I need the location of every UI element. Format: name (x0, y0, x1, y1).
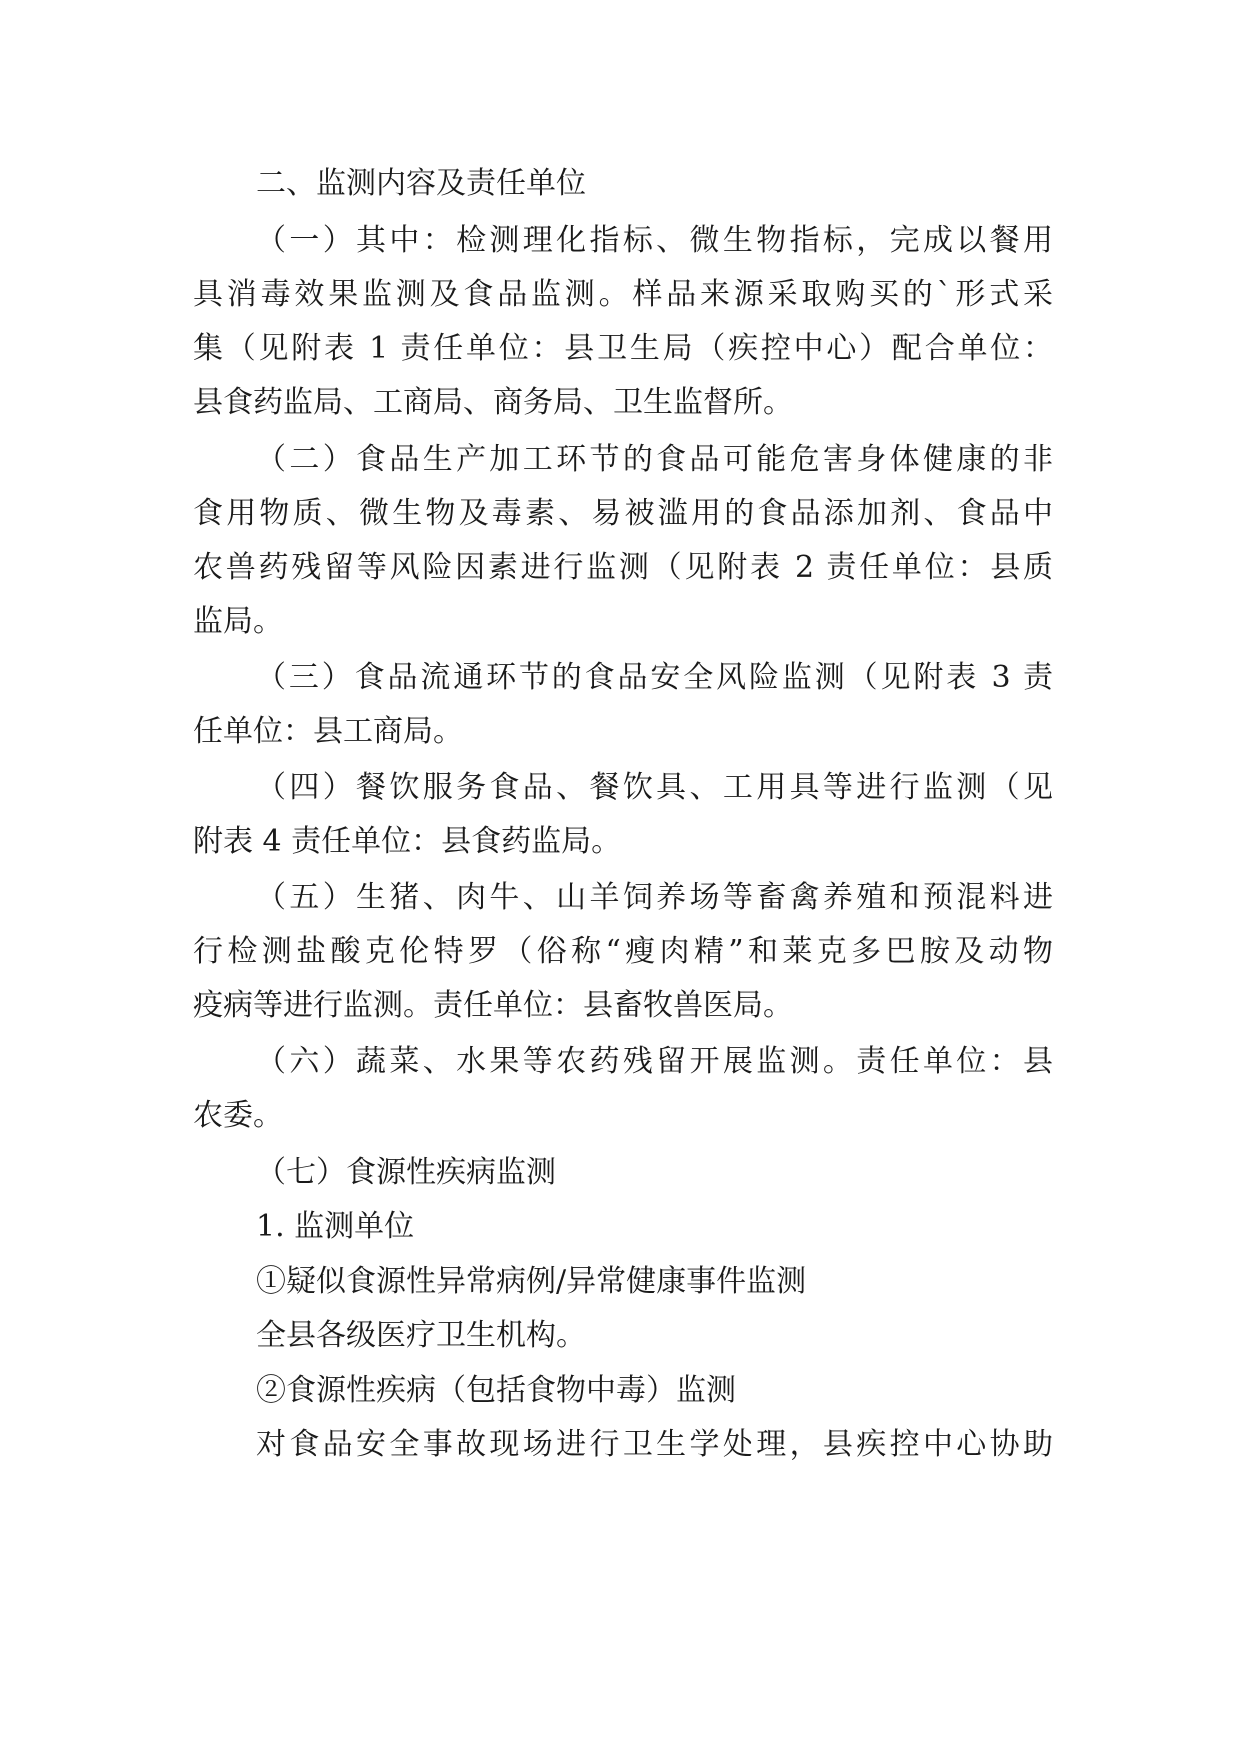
section-heading: 二、监测内容及责任单位 (256, 166, 586, 201)
paragraph-line: 农委。 (193, 1098, 283, 1133)
paragraph-line: 附表 4 责任单位：县食药监局。 (193, 824, 622, 859)
list-item: ②食源性疾病（包括食物中毒）监测 (256, 1373, 736, 1408)
paragraph-line: 任单位：县工商局。 (193, 714, 463, 749)
paragraph-line: 监局。 (193, 604, 283, 639)
paragraph-line: 对食品安全事故现场进行卫生学处理，县疾控中心协助 (256, 1427, 1053, 1462)
subsection-heading: （七）食源性疾病监测 (256, 1155, 556, 1190)
paragraph-line: 农兽药残留等风险因素进行监测（见附表 2 责任单位：县质 (193, 550, 1053, 585)
paragraph-line: 行检测盐酸克伦特罗（俗称“瘦肉精”和莱克多巴胺及动物 (193, 934, 1053, 969)
paragraph-line: （二）食品生产加工环节的食品可能危害身体健康的非 (256, 442, 1053, 477)
paragraph-line: （三）食品流通环节的食品安全风险监测（见附表 3 责 (256, 660, 1053, 695)
paragraph-line: （六）蔬菜、水果等农药残留开展监测。责任单位：县 (256, 1044, 1053, 1079)
paragraph-line: 县食药监局、工商局、商务局、卫生监督所。 (193, 385, 793, 420)
paragraph-line: 食用物质、微生物及毒素、易被滥用的食品添加剂、食品中 (193, 496, 1053, 531)
paragraph-line: 全县各级医疗卫生机构。 (256, 1318, 586, 1353)
list-item: ①疑似食源性异常病例/异常健康事件监测 (256, 1264, 807, 1299)
paragraph-line: 集（见附表 1 责任单位：县卫生局（疾控中心）配合单位： (193, 331, 1053, 366)
paragraph-line: （一）其中：检测理化指标、微生物指标，完成以餐用 (256, 223, 1053, 258)
paragraph-line: （五）生猪、肉牛、山羊饲养场等畜禽养殖和预混料进 (256, 880, 1053, 915)
subsection-heading: 1. 监测单位 (256, 1209, 415, 1244)
paragraph-line: （四）餐饮服务食品、餐饮具、工用具等进行监测（见 (256, 770, 1053, 805)
paragraph-line: 疫病等进行监测。责任单位：县畜牧兽医局。 (193, 988, 793, 1023)
paragraph-line: 具消毒效果监测及食品监测。样品来源采取购买的`形式采 (193, 277, 1053, 312)
